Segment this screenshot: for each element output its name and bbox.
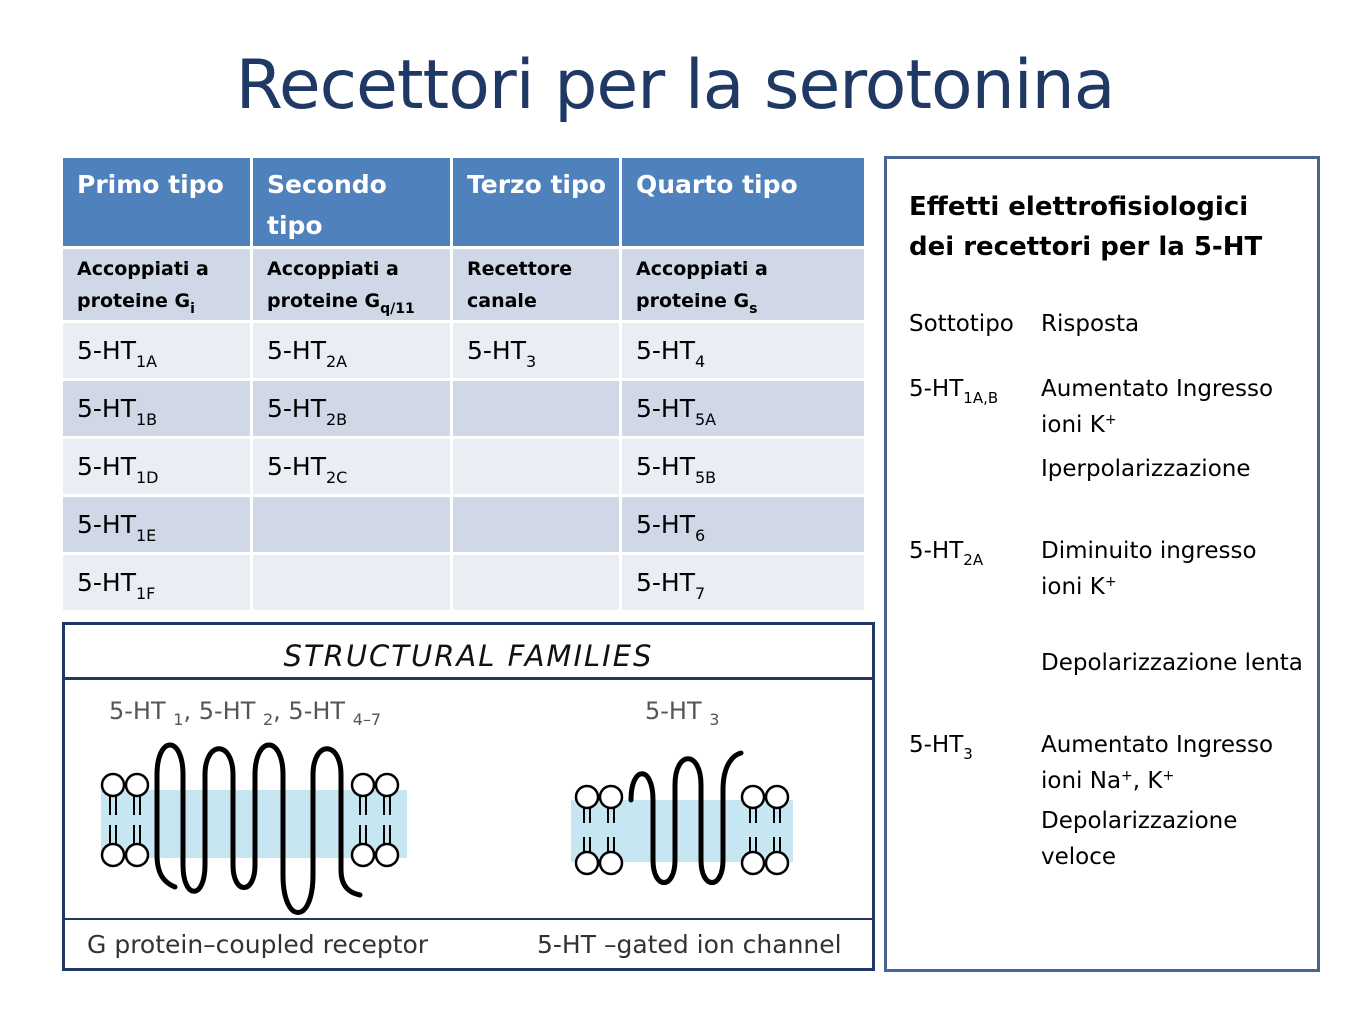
coupling-sub: s	[749, 301, 758, 317]
effects-title-line: dei recettori per la 5-HT	[909, 232, 1263, 262]
effect-response: Aumentato Ingresso ioni Na+, K+ Depolarizzazione veloce	[1041, 732, 1274, 870]
coupling-text: Accoppiati a proteine G	[636, 258, 768, 312]
effects-title-line: Effetti elettrofisiologici	[909, 192, 1249, 222]
table-row	[63, 497, 864, 555]
table-cell: $5-HT_{1A}$	[63, 323, 253, 381]
gpcr-subtypes-label: 5-HT $_1$, 5-HT $_2$, 5-HT $_{4-7}$	[109, 697, 382, 729]
ion-channel-subtype-label: 5-HT $_3$	[645, 697, 720, 729]
table-cell: $5-HT_{5B}$	[622, 439, 864, 497]
coupling-cell	[622, 249, 864, 323]
header-cell: Terzo tipo	[453, 158, 622, 249]
caption-divider	[65, 918, 872, 920]
effects-panel	[884, 156, 1320, 972]
table-row	[63, 439, 864, 497]
channel-membrane	[571, 800, 793, 862]
col-subtype-header: Sottotipo	[909, 311, 1014, 337]
table-cell: $5-HT_{2A}$	[253, 323, 453, 381]
effects-title	[909, 187, 1309, 267]
coupling-cell	[453, 249, 622, 323]
header-cell: Quarto tipo	[622, 158, 864, 249]
structural-families-title: STRUCTURAL FAMILIES	[65, 625, 872, 680]
coupling-row	[63, 249, 864, 323]
table-cell	[253, 555, 453, 613]
table-header-row	[63, 158, 864, 249]
table-cell	[453, 439, 622, 497]
header-cell: Primo tipo	[63, 158, 253, 249]
table-cell: $5-HT_3$	[453, 323, 622, 381]
table-cell: $5-HT_{1B}$	[63, 381, 253, 439]
effect-subtype: $5-HT_{1A,B}$	[909, 376, 999, 407]
coupling-sub: q/11	[380, 301, 415, 317]
effect-subtype: $5-HT_3$	[909, 732, 973, 763]
structural-families-figure	[62, 622, 875, 971]
coupling-sub: i	[190, 301, 195, 317]
effect-response: Aumentato Ingresso ioni K+ Iperpolarizzazione	[1041, 376, 1274, 482]
table-cell	[253, 497, 453, 555]
coupling-text: Accoppiati a proteine G	[77, 258, 209, 312]
effect-response: Diminuito ingresso ioni K+ Depolarizzazione lenta	[1041, 538, 1303, 676]
coupling-cell	[253, 249, 453, 323]
table-cell: $5-HT_4$	[622, 323, 864, 381]
page-title: Recettori per la serotonina	[235, 46, 1115, 125]
effect-subtype: $5-HT_{2A}$	[909, 538, 984, 569]
table-cell: $5-HT_7$	[622, 555, 864, 613]
table-cell	[453, 497, 622, 555]
table-cell: $5-HT_{2B}$	[253, 381, 453, 439]
receptor-table	[63, 158, 864, 613]
table-row	[63, 381, 864, 439]
coupling-text: Accoppiati a proteine G	[267, 258, 399, 312]
table-cell: $5-HT_{1F}$	[63, 555, 253, 613]
membrane-diagram	[65, 625, 872, 968]
table-row	[63, 323, 864, 381]
coupling-cell	[63, 249, 253, 323]
ion-channel-caption: 5-HT –gated ion channel	[537, 930, 842, 959]
table-cell: $5-HT_6$	[622, 497, 864, 555]
table-cell: $5-HT_{1E}$	[63, 497, 253, 555]
table-cell	[453, 381, 622, 439]
table-cell: $5-HT_{1D}$	[63, 439, 253, 497]
table-cell: $5-HT_{5A}$	[622, 381, 864, 439]
col-response-header: Risposta	[1041, 311, 1140, 337]
table-cell	[453, 555, 622, 613]
table-cell: $5-HT_{2C}$	[253, 439, 453, 497]
coupling-text: Recettore canale	[467, 258, 573, 312]
header-cell: Secondo tipo	[253, 158, 453, 249]
table-row	[63, 555, 864, 613]
gpcr-caption: G protein–coupled receptor	[87, 930, 429, 959]
